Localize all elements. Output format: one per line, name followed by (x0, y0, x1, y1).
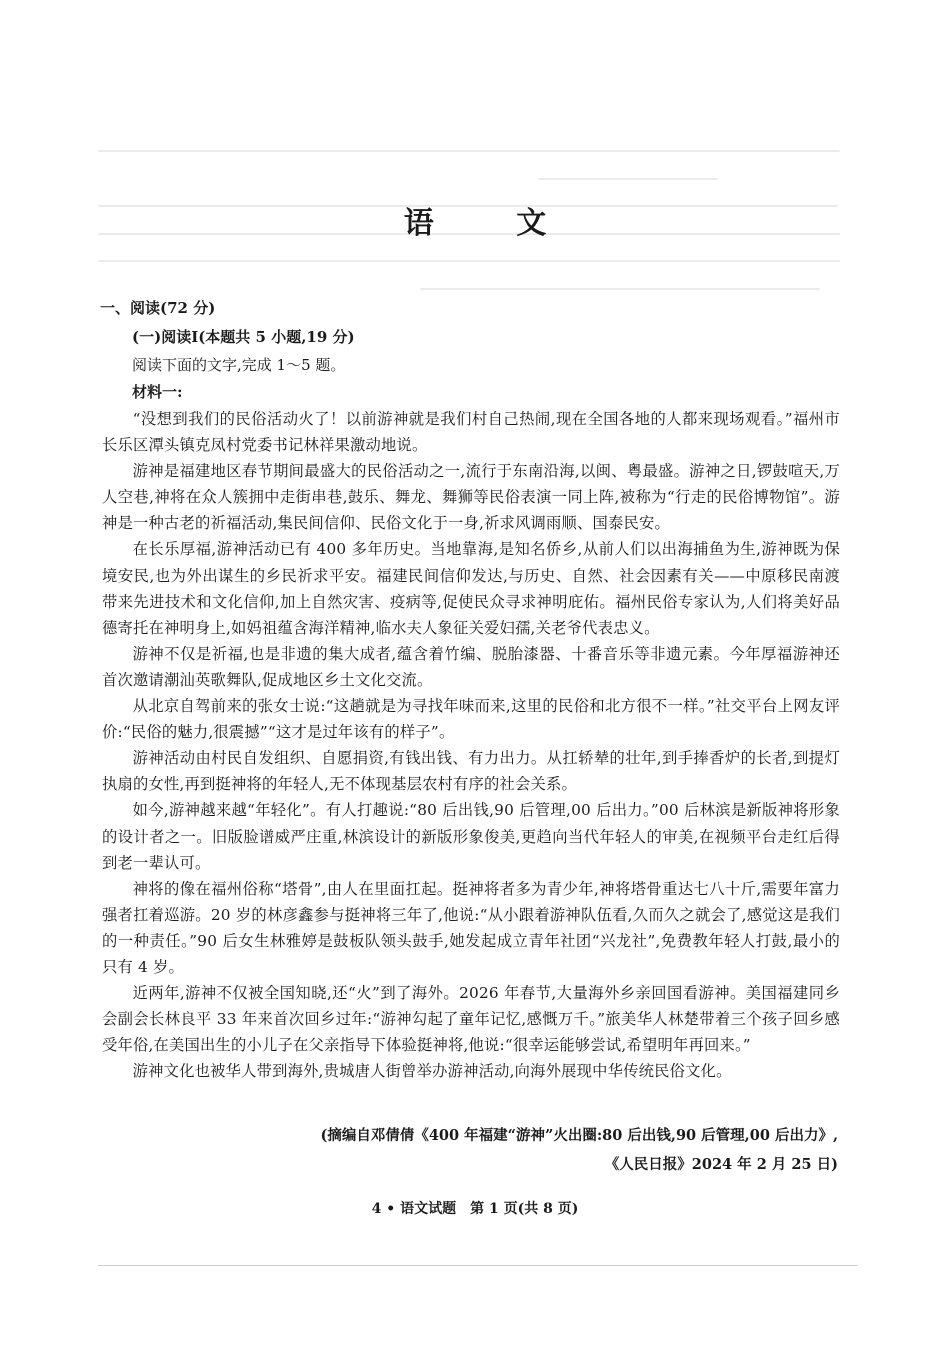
exam-title: 语 文 (403, 206, 583, 241)
subsection-heading: (一)阅读Ⅰ(本题共 5 小题,19 分) (132, 328, 355, 346)
article-paragraph: 如今,游神越来越“年轻化”。有人打趣说:“80 后出钱,90 后管理,00 后出力。”00 后林滨是新版神将形象的设计者之一。旧版脸谱威严庄重,林滨设计的新版形象俊美,更趋向当代年轻人的审美,在视频平台走红后得到老一辈认可。 (102, 801, 840, 872)
material-label: 材料一: (132, 383, 183, 401)
bleed-through-line (98, 260, 840, 262)
article-paragraph: 从北京自驾前来的张女士说:“这趟就是为寻找年味而来,这里的民俗和北方很不一样。”社交平台上网友评价:“民俗的魅力,很震撼”“这才是过年该有的样子”。 (102, 697, 840, 742)
reading-instruction: 阅读下面的文字,完成 1～5 题。 (132, 356, 346, 374)
article-paragraph: “没想到我们的民俗活动火了！以前游神就是我们村自己热闹,现在全国各地的人都来现场观看。”福州市长乐区潭头镇克凤村党委书记林祥果激动地说。 (102, 410, 840, 455)
article-paragraph: 游神是福建地区春节期间最盛大的民俗活动之一,流行于东南沿海,以闽、粤最盛。游神之日,锣鼓喧天,万人空巷,神将在众人簇拥中走街串巷,鼓乐、舞龙、舞狮等民俗表演一同上阵,被称为“行走的民俗博物馆”。游神是一种古老的祈福活动,集民间信仰、民俗文化于一身,祈求风调雨顺、国泰民安。 (102, 462, 840, 533)
section-heading: 一、阅读(72 分) (100, 299, 216, 317)
article-paragraph: 近两年,游神不仅被全国知晓,还“火”到了海外。2026 年春节,大量海外乡亲回国看游神。美国福建同乡会副会长林良平 33 年来首次回乡过年:“游神勾起了童年记忆,感慨万千。”旅美华人林楚带着三个孩子回乡感受年俗,在美国出生的小儿子在父亲指导下体验挺神将,他说:“很幸运能够尝试,希望明年再回来。” (102, 984, 840, 1055)
source-citation: (摘编自邓倩倩《400 年福建“游神”火出圈:80 后出钱,90 后管理,00 后出力》, (320, 1127, 838, 1144)
page-footer: 4 • 语文试题 第 1 页(共 8 页) (371, 1201, 579, 1217)
article-paragraph: 游神活动由村民自发组织、自愿捐资,有钱出钱、有力出力。从扛轿辇的壮年,到手捧香炉的长者,到提灯执扇的女性,再到挺神将的年轻人,无不体现基层农村有序的社会关系。 (102, 749, 840, 794)
bleed-through-line (538, 178, 718, 180)
bleed-through-line (420, 288, 820, 290)
article-paragraph: 神将的像在福州俗称“塔骨”,由人在里面扛起。挺神将者多为青少年,神将塔骨重达七八十斤,需要年富力强者扛着巡游。20 岁的林彦鑫参与挺神将三年了,他说:“从小跟着游神队伍看,久而久之就会了,感觉这是我们的一种责任。”90 后女生林雅婷是鼓板队领头鼓手,她发起成立青年社团“兴龙社”,免费教年轻人打鼓,最小的只有 4 岁。 (102, 879, 840, 976)
source-citation-date: 《人民日报》2024 年 2 月 25 日) (604, 1156, 838, 1173)
article-paragraph: 游神文化也被华人带到海外,贵城唐人街曾举办游神活动,向海外展现中华传统民俗文化。 (132, 1062, 732, 1081)
article-paragraph: 在长乐厚福,游神活动已有 400 多年历史。当地靠海,是知名侨乡,从前人们以出海捕鱼为生,游神既为保境安民,也为外出谋生的乡民祈求平安。福建民间信仰发达,与历史、自然、社会因素有关——中原移民南渡带来先进技术和文化信仰,加上自然灾害、疫病等,促使民众寻求神明庇佑。福州民俗专家认为,人们将美好品德寄托在神明身上,如妈祖蕴含海洋精神,临水夫人象征关爱妇孺,关老爷代表忠义。 (102, 540, 840, 637)
bottom-rule (98, 1265, 858, 1266)
article-paragraph: 游神不仅是祈福,也是非遗的集大成者,蕴含着竹编、脱胎漆器、十番音乐等非遗元素。今年厚福游神还首次邀请潮汕英歌舞队,促成地区乡土文化交流。 (102, 644, 840, 689)
bleed-through-line (98, 150, 840, 152)
article-body (102, 406, 840, 1084)
